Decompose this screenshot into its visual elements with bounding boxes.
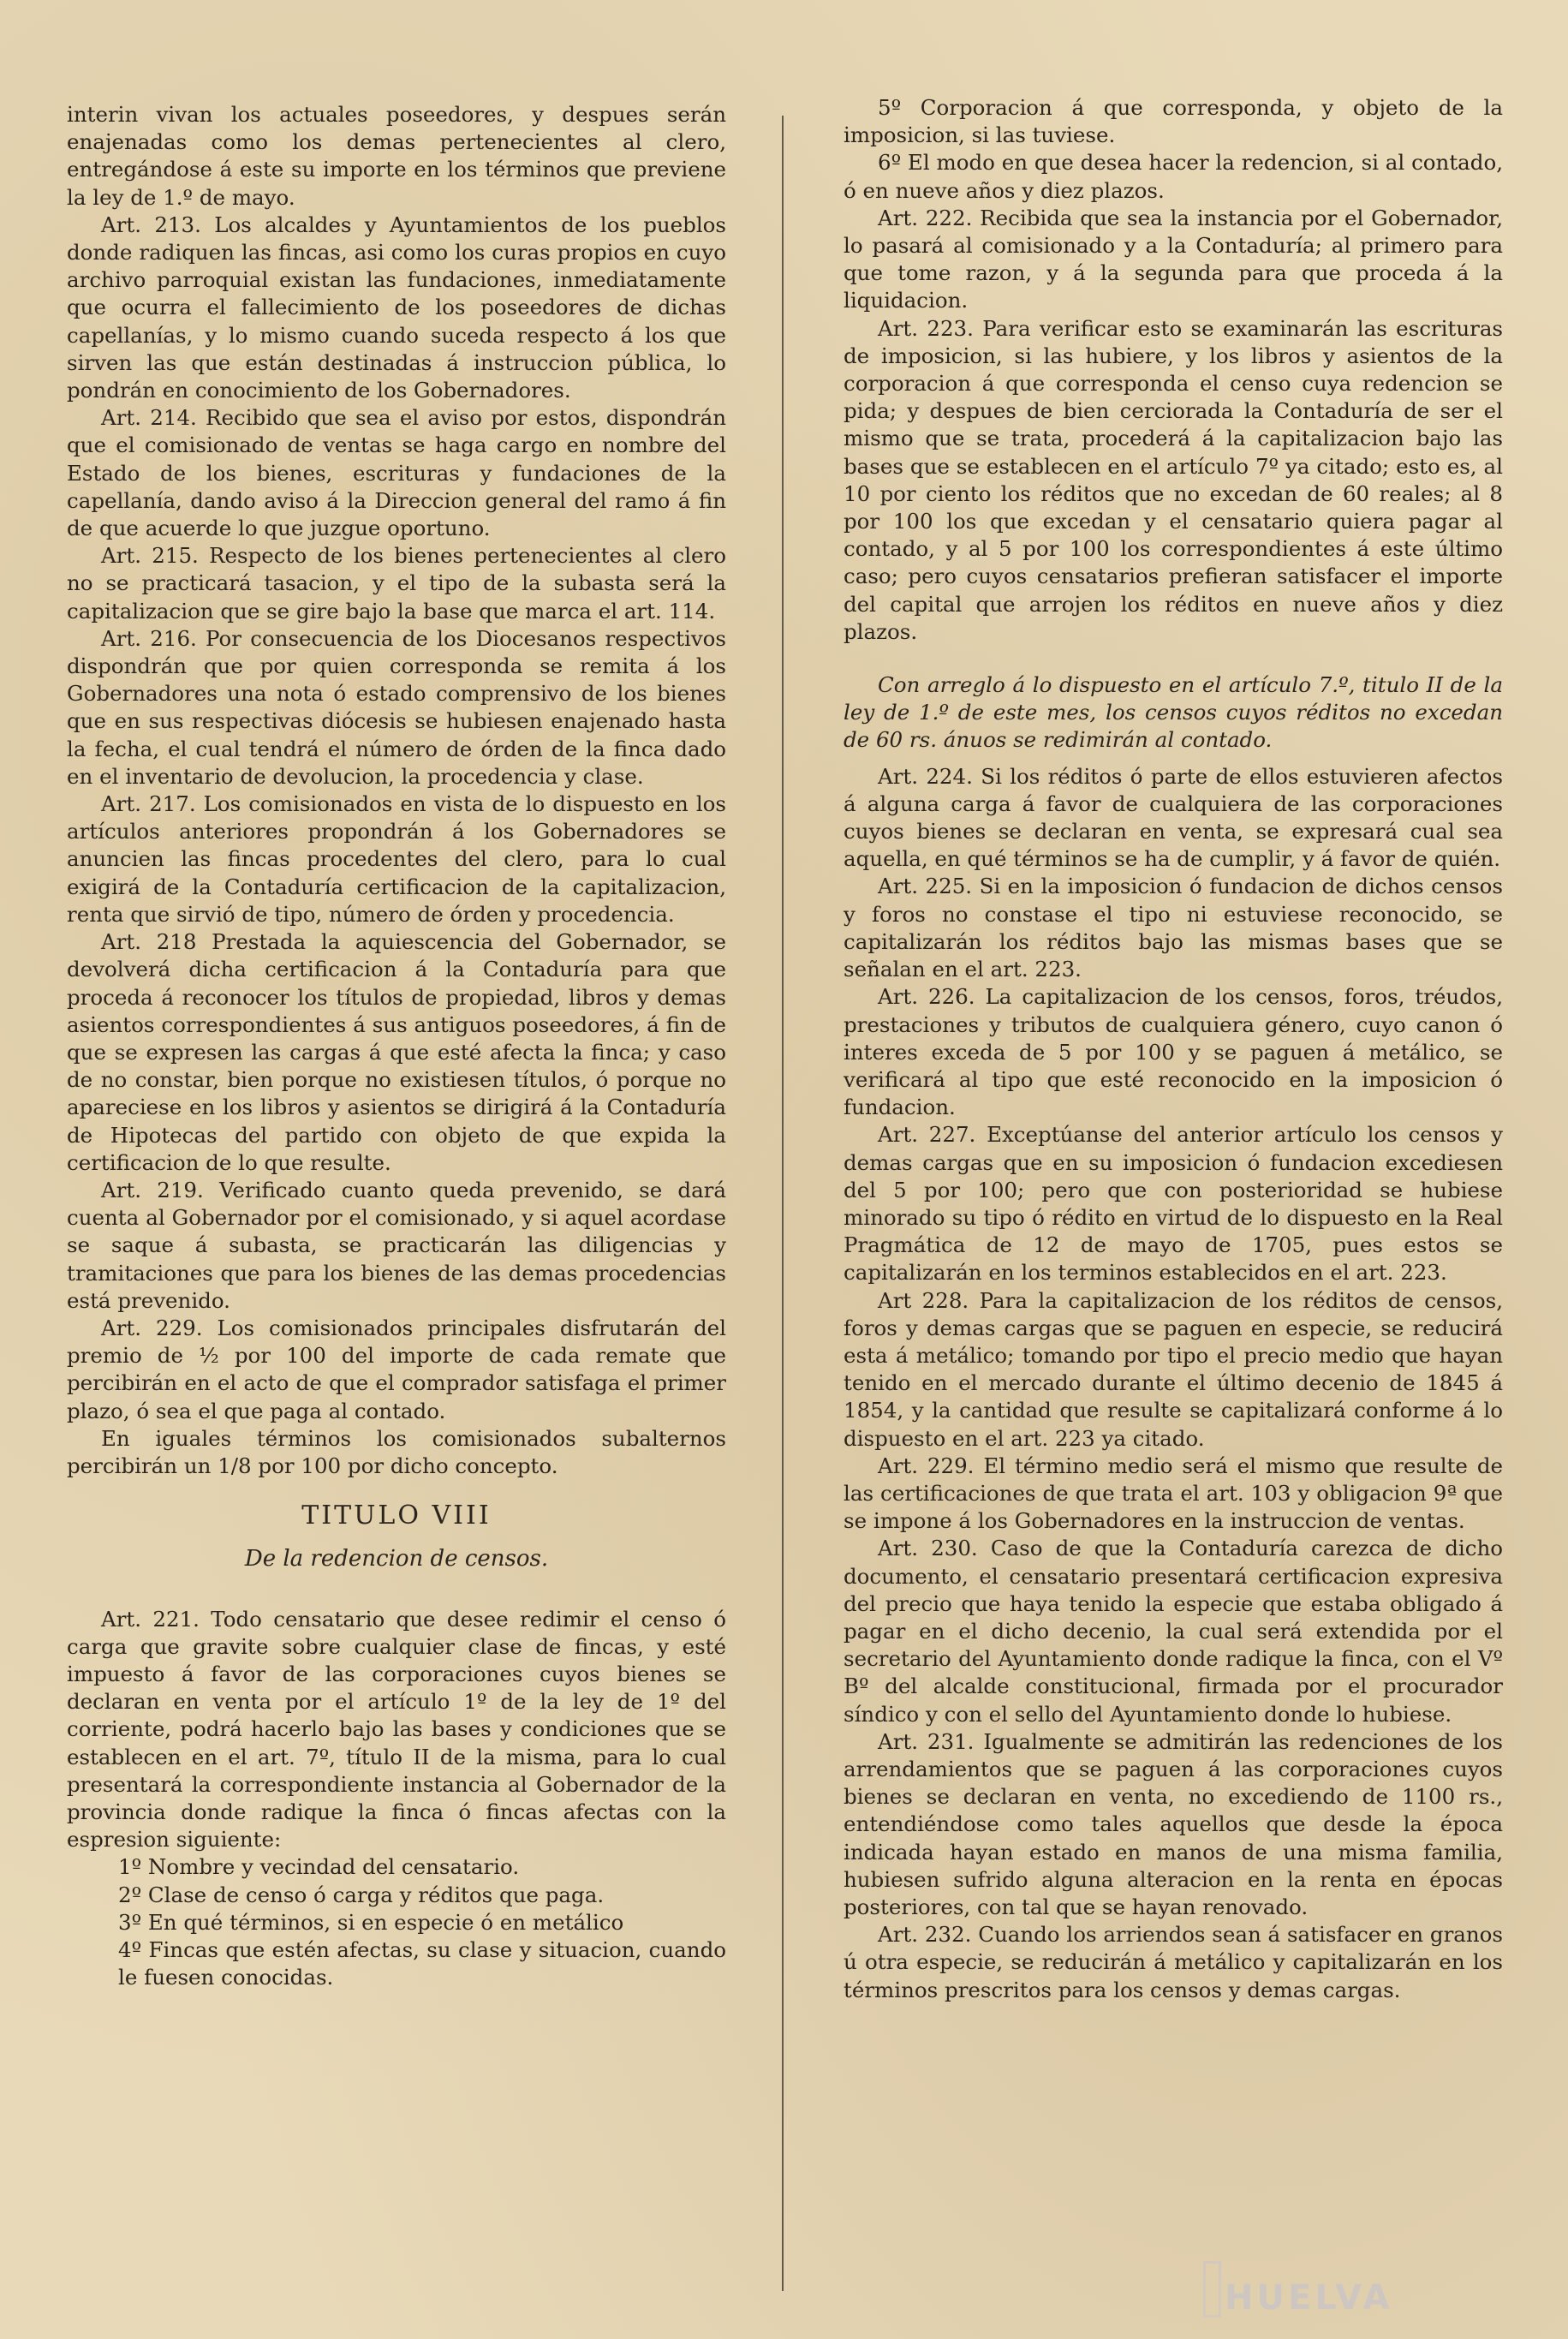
paragraph: Art. 213. Los alcaldes y Ayuntamientos de los pueblos donde radiquen las fincas, asi como los curas propios en cuyo archivo parroquial existan las fundaciones, inmediatamente que ocurra el fallecimiento de los poseedores de dichas capellanías, y lo mismo cuando suceda respecto á los que sirven las que están destinadas á instruccion pública, lo pondrán en conocimiento de los Gobernadores. xyxy=(67,212,726,403)
paragraph: Art. 221. Todo censatario que desee redimir el censo ó carga que gravite sobre cualquier clase de fincas, y esté impuesto á favor de las corporaciones cuyos bienes se declaran en venta por el artículo 1º de la ley de 1º del corriente, podrá hacerlo bajo las bases y condiciones que se establecen en el art. 7º, título II de la misma, para lo cual presentará la correspondiente instancia al Gobernador de la provincia donde radique la finca ó fincas afectas con la espresion siguiente: xyxy=(67,1606,726,1853)
right-paragraphs-after xyxy=(844,763,1503,2004)
paragraph: Art. 215. Respecto de los bienes pertenecientes al clero no se practicará tasacion, y el tipo de la subasta será la capitalizacion que se gire bajo la base que marca el art. 114. xyxy=(67,543,726,624)
requirements-list xyxy=(67,1853,726,1991)
paragraph: Art. 219. Verificado cuanto queda prevenido, se dará cuenta al Gobernador por el comisionado, y si aquel acordase se saque á subasta, se practicarán las diligencias y tramitaciones que para los bienes de las demas procedencias está prevenido. xyxy=(67,1177,726,1313)
right-paragraphs xyxy=(844,94,1503,646)
italic-note: Con arreglo á lo dispuesto en el artículo 7.º, titulo II de la ley de 1.º de este mes, los censos cuyos réditos no excedan de 60 rs. ánuos se redimirán al contado. xyxy=(844,672,1503,753)
left-column xyxy=(67,101,726,1991)
paragraph: Art. 229. Los comisionados principales disfrutarán del premio de ½ por 100 del importe de cada remate que percibirán en el acto de que el comprador satisfaga el primer plazo, ó sea el que paga al contado. xyxy=(67,1315,726,1423)
paragraph: Art. 227. Exceptúanse del anterior artículo los censos y demas cargas que en su imposicion ó fundacion excediesen del 5 por 100; pero que con posterioridad se hubiese minorado su tipo ó rédito en virtud de lo dispuesto en la Real Pragmática de 12 de mayo de 1705, pues estos se capitalizarán en los terminos establecidos en el art. 223. xyxy=(844,1122,1503,1286)
paragraph: interin vivan los actuales poseedores, y despues serán enajenadas como los demas pertenecientes al clero, entregándose á este su importe en los términos que previene la ley de 1.º de mayo. xyxy=(67,102,726,210)
section-subtitle: De la redencion de censos. xyxy=(244,1546,549,1572)
paragraph: Art. 222. Recibida que sea la instancia por el Gobernador, lo pasará al comisionado y a la Contaduría; al primero para que tome razon, y á la segunda para que proceda á la liquidacion. xyxy=(844,205,1503,313)
paragraph: Art. 232. Cuando los arriendos sean á satisfacer en granos ú otra especie, se reducirán á metálico y capitalizarán en los términos prescritos para los censos y demas cargas. xyxy=(844,1922,1503,2002)
right-column xyxy=(844,94,1503,2004)
watermark-emblem-icon xyxy=(1203,2261,1221,2318)
paragraph: Art. 223. Para verificar esto se examinarán las escrituras de imposicion, si las hubiere, y los libros y asientos de la corporacion á que corresponda el censo cuya redencion se pida; y despues de bien cerciorada la Contaduría de ser el mismo que se trata, procederá á la capitalizacion bajo las bases que se establecen en el artículo 7º ya citado; esto es, al 10 por ciento los réditos que no excedan de 60 reales; al 8 por 100 los que excedan y el censatario quiera pagar al contado, y al 5 por 100 los correspondientes á este último caso; pero cuyos censatarios prefieran satisfacer el importe del capital que arrojen los réditos en nueve años y diez plazos. xyxy=(844,315,1503,644)
list-item: 3º En qué términos, si en especie ó en metálico xyxy=(118,1909,624,1935)
section-title: TITULO VIII xyxy=(301,1501,492,1531)
paragraph: Art. 231. Igualmente se admitirán las redenciones de los arrendamientos que se paguen á las corporaciones cuyos bienes se declaran en venta, no excediendo de 1100 rs., entendiéndose como tales aquellos que desde la época indicada hayan estado en manos de una misma familia, hubiesen sufrido alguna alteracion en la renta en épocas posteriores, con tal que se hayan renovado. xyxy=(844,1728,1503,1919)
paragraph: Art. 217. Los comisionados en vista de lo dispuesto en los artículos anteriores propondrán á los Gobernadores se anuncien las fincas procedentes del clero, para lo cual exigirá de la Contaduría certificacion de la capitalizacion, renta que sirvió de tipo, número de órden y procedencia. xyxy=(67,791,726,927)
paragraph: 5º Corporacion á que corresponda, y objeto de la imposicion, si las tuviese. xyxy=(844,95,1503,148)
list-item: 1º Nombre y vecindad del censatario. xyxy=(118,1854,520,1880)
left-paragraphs xyxy=(67,101,726,1480)
list-item: 2º Clase de censo ó carga y réditos que paga. xyxy=(118,1882,605,1907)
column-divider xyxy=(782,116,784,2291)
paragraph: En iguales términos los comisionados subalternos percibirán un 1/8 por 100 por dicho concepto. xyxy=(67,1425,726,1478)
left-paragraphs-after xyxy=(67,1606,726,1854)
paragraph: Art. 230. Caso de que la Contaduría carezca de dicho documento, el censatario presentará certificacion expresiva del precio que haya tenido la especie que estaba obligado á pagar en el dicho decenio, la cual será extendida por el secretario del Ayuntamiento donde radique la finca, con el Vº Bº del alcalde constitucional, firmada por el procurador síndico y con el sello del Ayuntamiento donde lo hubiese. xyxy=(844,1536,1503,1727)
paragraph: Art. 229. El término medio será el mismo que resulte de las certificaciones de que trata el art. 103 y obligacion 9ª que se impone á los Gobernadores en la instruccion de ventas. xyxy=(844,1453,1503,1534)
paragraph: Art. 218 Prestada la aquiescencia del Gobernador, se devolverá dicha certificacion á la Contaduría para que proceda á reconocer los títulos de propiedad, libros y demas asientos correspondientes á sus antiguos poseedores, á fin de que se expresen las cargas á que esté afecta la finca; y caso de no constar, bien porque no existiesen títulos, ó porque no apareciese en los libros y asientos se dirigirá á la Contaduría de Hipotecas del partido con objeto de que expida la certificacion de lo que resulte. xyxy=(67,929,726,1175)
paragraph: Art. 224. Si los réditos ó parte de ellos estuvieren afectos á alguna carga á favor de cualquiera de las corporaciones cuyos bienes se declaran en venta, se expresará cual sea aquella, en qué términos se ha de cumplir, y á favor de quién. xyxy=(844,763,1503,872)
watermark: HUELVA xyxy=(1225,2278,1393,2318)
paragraph: Art. 225. Si en la imposicion ó fundacion de dichos censos y foros no constase el tipo ni estuviese reconocido, se capitalizarán los réditos bajo las mismas bases que se señalan en el art. 223. xyxy=(844,874,1503,982)
list-item: 4º Fincas que estén afectas, su clase y situacion, cuando le fuesen conocidas. xyxy=(118,1937,726,1990)
paragraph: 6º El modo en que desea hacer la redencion, si al contado, ó en nueve años y diez plazos. xyxy=(844,150,1503,203)
paragraph: Art 228. Para la capitalizacion de los réditos de censos, foros y demas cargas que se paguen en especie, se reducirá esta á metálico; tomando por tipo el precio medio que hayan tenido en el mercado durante el último decenio de 1845 á 1854, y la cantidad que resulte se capitalizará conforme á lo dispuesto en el art. 223 ya citado. xyxy=(844,1287,1503,1451)
paragraph: Art. 226. La capitalizacion de los censos, foros, tréudos, prestaciones y tributos de cualquiera género, cuyo canon ó interes exceda de 5 por 100 y se paguen á metálico, se verificará al tipo que esté reconocido en la imposicion ó fundacion. xyxy=(844,984,1503,1120)
paragraph: Art. 214. Recibido que sea el aviso por estos, dispondrán que el comisionado de ventas se haga cargo en nombre del Estado de los bienes, escrituras y fundaciones de la capellanía, dando aviso á la Direccion general del ramo á fin de que acuerde lo que juzgue oportuno. xyxy=(67,405,726,541)
paragraph: Art. 216. Por consecuencia de los Diocesanos respectivos dispondrán que por quien corresponda se remita á los Gobernadores una nota ó estado comprensivo de los bienes que en sus respectivas diócesis se hubiesen enajenado hasta la fecha, el cual tendrá el número de órden de la finca dado en el inventario de devolucion, la procedencia y clase. xyxy=(67,625,726,789)
